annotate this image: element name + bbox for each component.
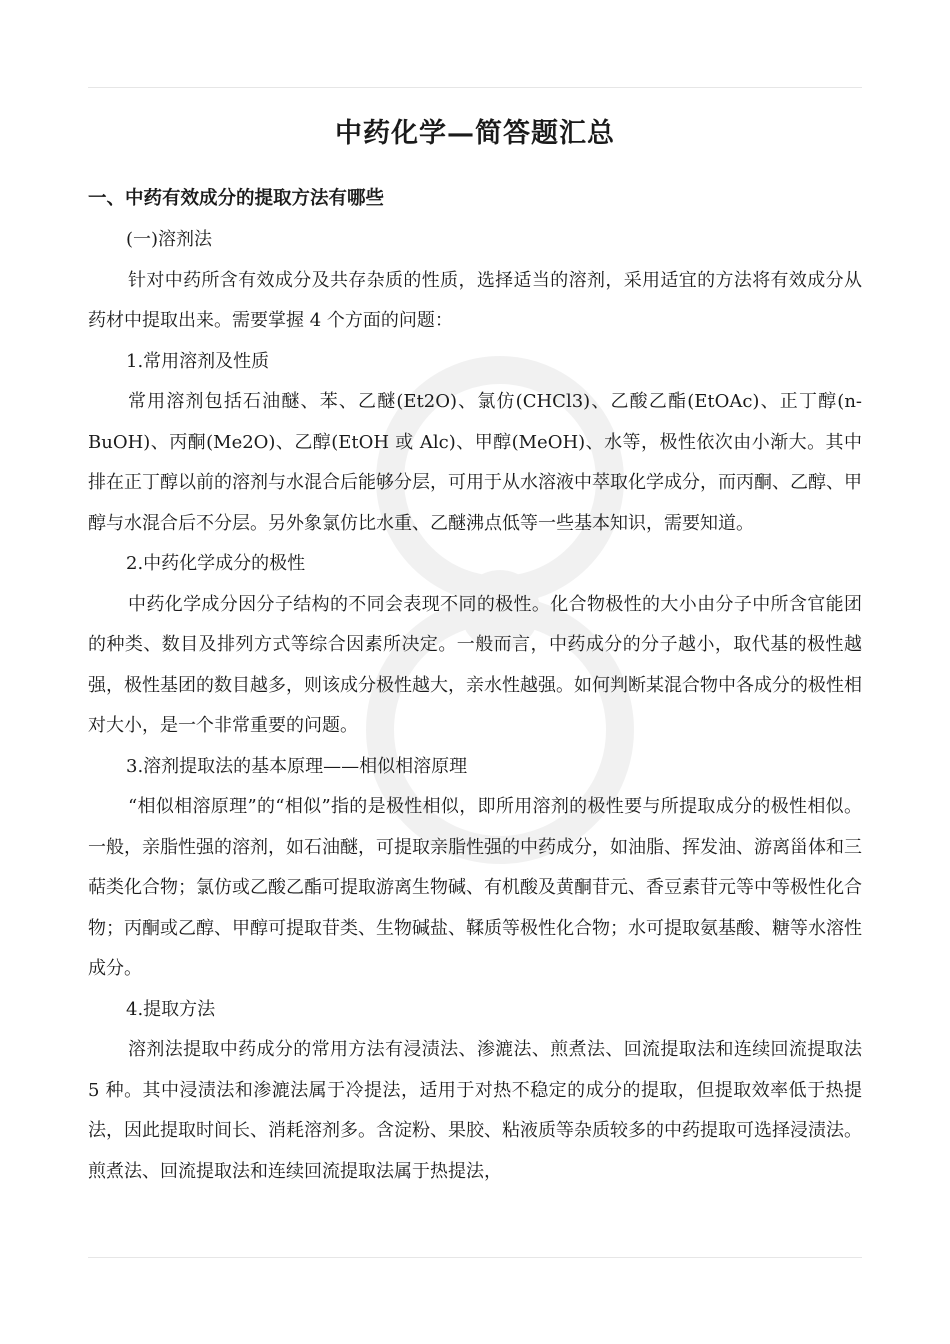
section-heading: 一、中药有效成分的提取方法有哪些 [88, 188, 385, 209]
header-rule [88, 87, 862, 88]
item-heading-principle: 3.溶剂提取法的基本原理——相似相溶原理 [126, 755, 468, 777]
item-heading-solvents: 1.常用溶剂及性质 [126, 350, 270, 372]
paragraph-solvents: 常用溶剂包括石油醚、苯、乙醚(Et2O)、氯仿(CHCl3)、乙酸乙酯(EtOAc)、正丁醇(n-BuOH)、丙酮(Me2O)、乙醇(EtOH 或 Alc)、甲醇(MeOH)、水等，极性依次由小渐大。其中排在正丁醇以前的溶剂与水混合后能够分层，可用于从水溶液中萃取化学成分，而丙酮、乙醇、甲醇与水混合后不分层。另外象氯仿比水重、乙醚沸点低等一些基本知识，需要知道。 [88, 391, 862, 534]
document-content [88, 112, 862, 1192]
paragraph-intro: 针对中药所含有效成分及共存杂质的性质，选择适当的溶剂，采用适宜的方法将有效成分从药材中提取出来。需要掌握 4 个方面的问题： [88, 269, 862, 331]
document-title: 中药化学—简答题汇总 [335, 118, 615, 149]
paragraph-methods: 溶剂法提取中药成分的常用方法有浸渍法、渗漉法、煎煮法、回流提取法和连续回流提取法 5 种。其中浸渍法和渗漉法属于冷提法，适用于对热不稳定的成分的提取，但提取效率低于热提法，因此提取时间长、消耗溶剂多。含淀粉、果胶、粘液质等杂质较多的中药提取可选择浸渍法。煎煮法、回流提取法和连续回流提取法属于热提法， [88, 1039, 862, 1182]
paragraph-polarity: 中药化学成分因分子结构的不同会表现不同的极性。化合物极性的大小由分子中所含官能团的种类、数目及排列方式等综合因素所决定。一般而言，中药成分的分子越小，取代基的极性越强，极性基团的数目越多，则该成分极性越大，亲水性越强。如何判断某混合物中各成分的极性相对大小，是一个非常重要的问题。 [88, 593, 862, 736]
footer-rule [88, 1257, 862, 1258]
item-heading-methods: 4.提取方法 [126, 998, 216, 1020]
item-heading-polarity: 2.中药化学成分的极性 [126, 553, 306, 574]
subsection-heading: (一)溶剂法 [126, 229, 213, 250]
paragraph-principle: “相似相溶原理”的“相似”指的是极性相似，即所用溶剂的极性要与所提取成分的极性相似。一般，亲脂性强的溶剂，如石油醚，可提取亲脂性强的中药成分，如油脂、挥发油、游离甾体和三萜类化合物；氯仿或乙酸乙酯可提取游离生物碱、有机酸及黄酮苷元、香豆素苷元等中等极性化合物；丙酮或乙醇、甲醇可提取苷类、生物碱盐、鞣质等极性化合物；水可提取氨基酸、糖等水溶性成分。 [88, 796, 862, 979]
